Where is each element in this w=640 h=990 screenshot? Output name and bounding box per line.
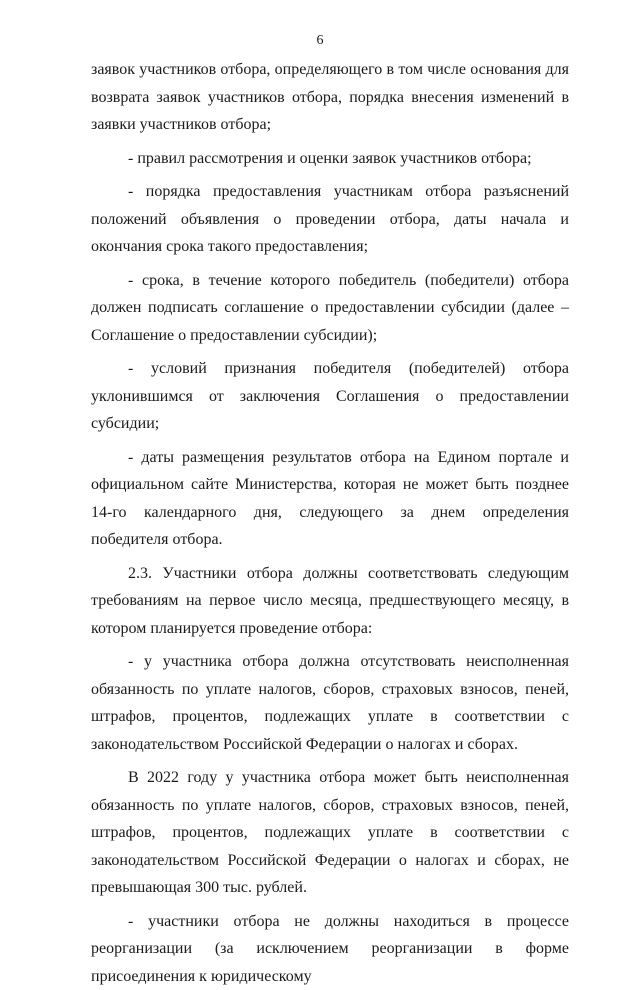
paragraph: 2.3. Участники отбора должны соответствовать следующим требованиям на первое число месяца, предшествующего месяцу, в котором планируется проведение отбора: <box>91 560 569 643</box>
paragraph: - даты размещения результатов отбора на Едином портале и официальном сайте Министерства, которая не может быть позднее 14-го календарного дня, следующего за днем определения победителя отбора. <box>91 444 569 554</box>
paragraph: - у участника отбора должна отсутствовать неисполненная обязанность по уплате налогов, сборов, страховых взносов, пеней, штрафов, процентов, подлежащих уплате в соответствии с законодательством Российской Федерации о налогах и сборах. <box>91 648 569 758</box>
paragraph: - порядка предоставления участникам отбора разъяснений положений объявления о проведении отбора, даты начала и окончания срока такого предоставления; <box>91 178 569 261</box>
paragraph: В 2022 году у участника отбора может быть неисполненная обязанность по уплате налогов, сборов, страховых взносов, пеней, штрафов, процентов, подлежащих уплате в соответствии с законодательством Российской Федерации о налогах и сборах, не превышающая 300 тыс. рублей. <box>91 764 569 902</box>
page-number: 6 <box>0 33 640 49</box>
paragraph: заявок участников отбора, определяющего в том числе основания для возврата заявок участников отбора, порядка внесения изменений в заявки участников отбора; <box>91 56 569 139</box>
paragraph: - условий признания победителя (победителей) отбора уклонившимся от заключения Соглашения о предоставлении субсидии; <box>91 355 569 438</box>
paragraph: - срока, в течение которого победитель (победители) отбора должен подписать соглашение о предоставлении субсидии (далее – Соглашение о предоставлении субсидии); <box>91 267 569 350</box>
paragraph: - правил рассмотрения и оценки заявок участников отбора; <box>91 145 569 173</box>
document-body <box>91 56 569 990</box>
paragraph: - участники отбора не должны находиться в процессе реорганизации (за исключением реорганизации в форме присоединения к юридическому <box>91 908 569 990</box>
